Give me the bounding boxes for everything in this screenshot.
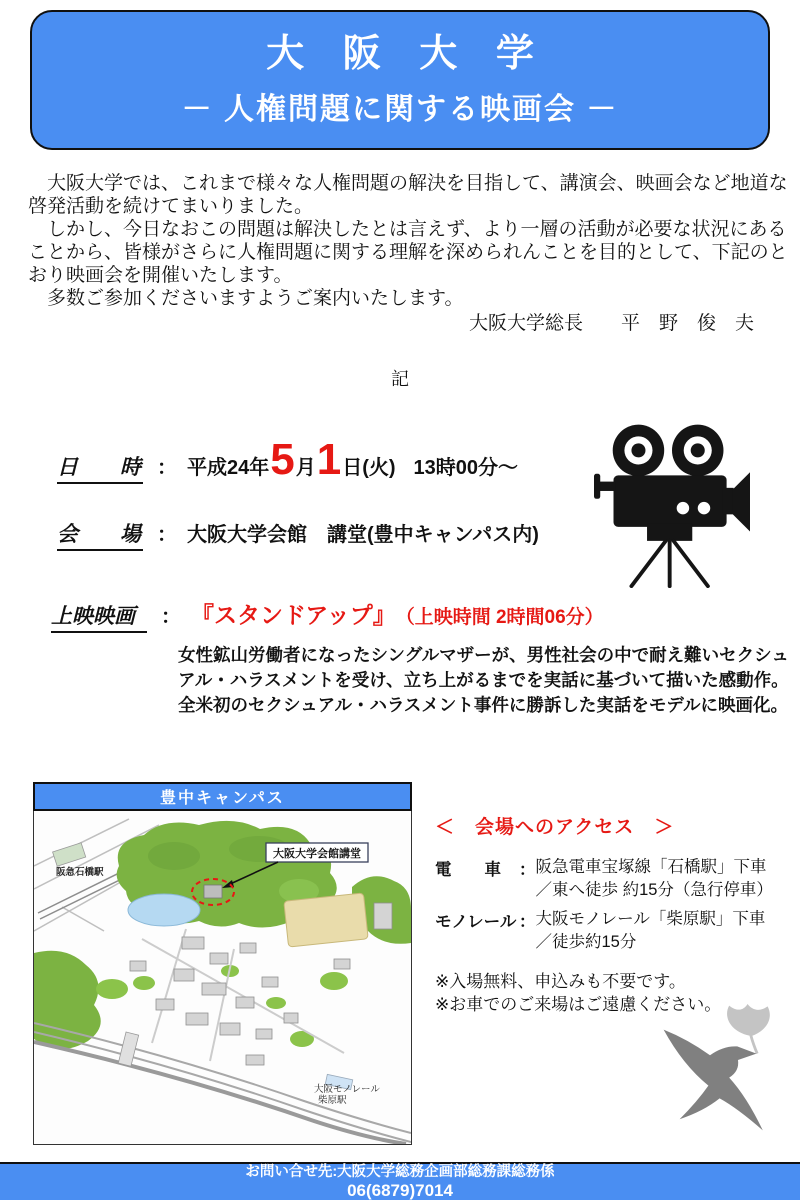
access-section: [435, 812, 795, 1016]
monorail-line2: ／徒歩約15分: [535, 933, 637, 951]
film-description: [178, 643, 789, 718]
train-label: 電 車: [435, 861, 501, 879]
campus-map-image: [33, 811, 412, 1145]
date-day-number: 1: [316, 435, 342, 484]
date-month-unit: 月: [295, 457, 316, 479]
datetime-colon: ：: [157, 457, 177, 479]
contact-department: お問い合せ先:大阪大学総務企画部総務課総務係: [245, 1164, 555, 1180]
venue-value: 大阪大学会館 講堂(豊中キャンパス内): [187, 524, 539, 546]
university-title: 大 阪 大 学: [266, 33, 548, 76]
train-line1: 阪急電車宝塚線「石橋駅」下車: [535, 858, 767, 876]
event-subtitle: － 人権問題に関する映画会 －: [181, 92, 619, 126]
monorail-directions: [536, 908, 766, 954]
monorail-label: モノレール: [435, 913, 517, 931]
ginkgo-leaf-icon: [727, 1004, 770, 1054]
film-colon: ：: [161, 606, 181, 628]
monorail-colon: ：: [519, 913, 536, 931]
campus-map: [33, 782, 412, 1145]
train-colon: ：: [519, 861, 536, 879]
title-banner: [30, 10, 770, 150]
venue-colon: ：: [157, 524, 177, 546]
map-venue-box-label: 大阪大学会館講堂: [273, 848, 361, 860]
venue-row: [57, 518, 539, 551]
intro-line: 大阪大学では、これまで様々な人権問題の解決を目指して、講演会、映画会など地道な: [28, 173, 788, 194]
film-label: 上映映画: [51, 600, 147, 633]
film-title: 『スタンドアップ』: [191, 602, 396, 628]
date-day-suffix: 日(火): [342, 457, 396, 479]
campus-map-illustration: [34, 811, 411, 1144]
intro-line: 啓発活動を続けてまいりました。: [28, 196, 314, 217]
film-desc-line: アル・ハラスメントを受け、立ち上がるまでを実話に基づいて描いた感動作。: [178, 670, 789, 690]
datetime-row: [57, 435, 519, 484]
access-train-row: [435, 856, 795, 902]
intro-paragraph: [28, 172, 788, 335]
ki-mark: 記: [391, 369, 409, 389]
date-month-number: 5: [270, 435, 295, 484]
venue-label: 会 場: [57, 518, 143, 551]
film-runtime: （上映時間 2時間06分）: [395, 607, 604, 628]
intro-line: しかし、今日なおこの問題は解決したとは言えず、より一層の活動が必要な状況にある: [28, 219, 787, 240]
train-directions: [536, 856, 773, 902]
map-monorail-station-label: 柴原駅: [318, 1095, 347, 1106]
contact-phone: 06(6879)7014: [347, 1181, 453, 1200]
note-free-admission: ※入場無料、申込みも不要です。: [435, 972, 686, 991]
footer-contact-bar: [0, 1162, 800, 1200]
bird-logo-icon: [638, 1004, 798, 1156]
access-heading: ＜ 会場へのアクセス ＞: [435, 817, 675, 838]
film-desc-line: 女性鉱山労働者になったシングルマザーが、男性社会の中で耐え難いセクシュ: [178, 645, 789, 665]
access-monorail-row: [435, 908, 795, 954]
start-time: 13時00分～: [413, 457, 519, 479]
note-no-cars: ※お車でのご来場はご遠慮ください。: [435, 995, 722, 1014]
intro-line: 多数ご参加くださいますようご案内いたします。: [28, 288, 464, 309]
map-hankyu-station-label: 阪急石橋駅: [56, 867, 104, 878]
film-row: [51, 597, 604, 633]
date-prefix: 平成24年: [187, 457, 270, 479]
datetime-label: 日 時: [57, 451, 143, 484]
intro-line: おり映画会を開催いたします。: [28, 265, 293, 286]
intro-line: ことから、皆様がさらに人権問題に関する理解を深められんことを目的として、下記のと: [28, 242, 788, 263]
movie-camera-icon: [594, 422, 750, 588]
dove-icon: [664, 1030, 763, 1131]
president-signature: 大阪大学総長 平 野 俊 夫: [468, 313, 754, 334]
map-monorail-name-label: 大阪モノレール: [314, 1084, 380, 1095]
campus-map-title: 豊中キャンパス: [33, 782, 412, 811]
film-desc-line: 全米初のセクシュアル・ハラスメント事件に勝訴した実話をモデルに映画化。: [178, 695, 789, 715]
monorail-line1: 大阪モノレール「柴原駅」下車: [535, 910, 766, 928]
train-line2: ／東へ徒歩 約15分（急行停車）: [535, 881, 773, 899]
